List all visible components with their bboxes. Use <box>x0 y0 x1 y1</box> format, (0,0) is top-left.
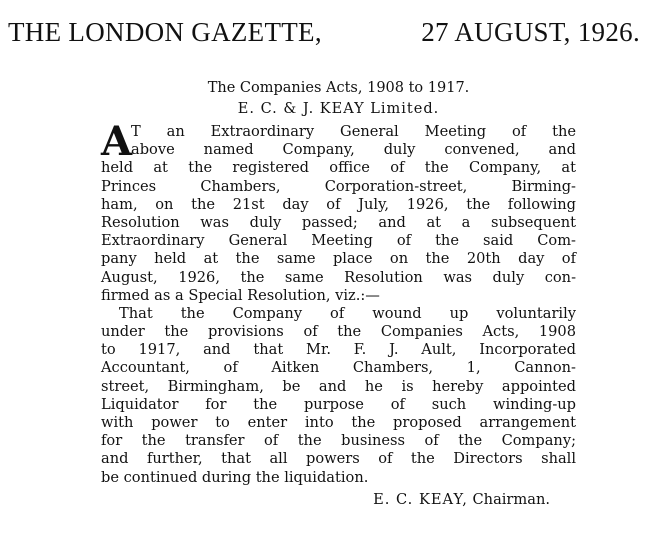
body-line: T an Extraordinary General Meeting of the <box>131 123 576 140</box>
body-line: street, Birmingham, be and he is hereby appointed <box>101 377 576 395</box>
signatory-name: E. C. KEAY, <box>373 490 468 508</box>
body-line: to 1917, and that Mr. F. J. Ault, Incorporated <box>101 341 576 359</box>
body-line: Princes Chambers, Corporation-street, Birming- <box>101 177 576 195</box>
company-notice <box>101 78 576 511</box>
body-line: be continued during the liquidation. <box>101 468 369 486</box>
body-line: and further, that all powers of the Directors shall <box>101 450 576 468</box>
body-line: That the Company of wound up voluntarily <box>119 304 576 322</box>
body-line: above named Company, duly convened, and <box>131 141 576 159</box>
body-line: firmed as a Special Resolution, viz.:— <box>101 286 380 304</box>
body-line: held at the registered office of the Company, at <box>101 159 576 177</box>
body-line: with power to enter into the proposed arrangement <box>101 414 576 431</box>
body-line: pany held at the same place on the 20th day of <box>101 250 576 268</box>
publication-title: THE LONDON GAZETTE, <box>8 17 322 47</box>
notice-body <box>101 118 576 487</box>
body-line: ham, on the 21st day of July, 1926, the following <box>101 195 576 213</box>
publication-date: 27 AUGUST, 1926. <box>421 17 640 47</box>
body-line: Accountant, of Aitken Chambers, 1, Cannon- <box>101 359 576 377</box>
body-line: Liquidator for the purpose of such winding-up <box>101 395 576 413</box>
signature-block <box>101 489 576 511</box>
body-line: August, 1926, the same Resolution was duly con- <box>101 268 576 286</box>
body-line: under the provisions of the Companies Acts, 1908 <box>101 323 576 341</box>
body-line: Resolution was duly passed; and at a subsequent <box>101 213 576 231</box>
drop-cap: A <box>101 118 133 165</box>
notice-heading: The Companies Acts, 1908 to 1917. <box>207 80 470 96</box>
company-name: E. C. & J. KEAY Limited. <box>237 101 440 117</box>
body-line: Extraordinary General Meeting of the said Com- <box>101 232 576 250</box>
signatory-title: Chairman. <box>472 490 550 508</box>
body-line: for the transfer of the business of the Company; <box>101 432 576 450</box>
gazette-masthead <box>8 16 640 48</box>
